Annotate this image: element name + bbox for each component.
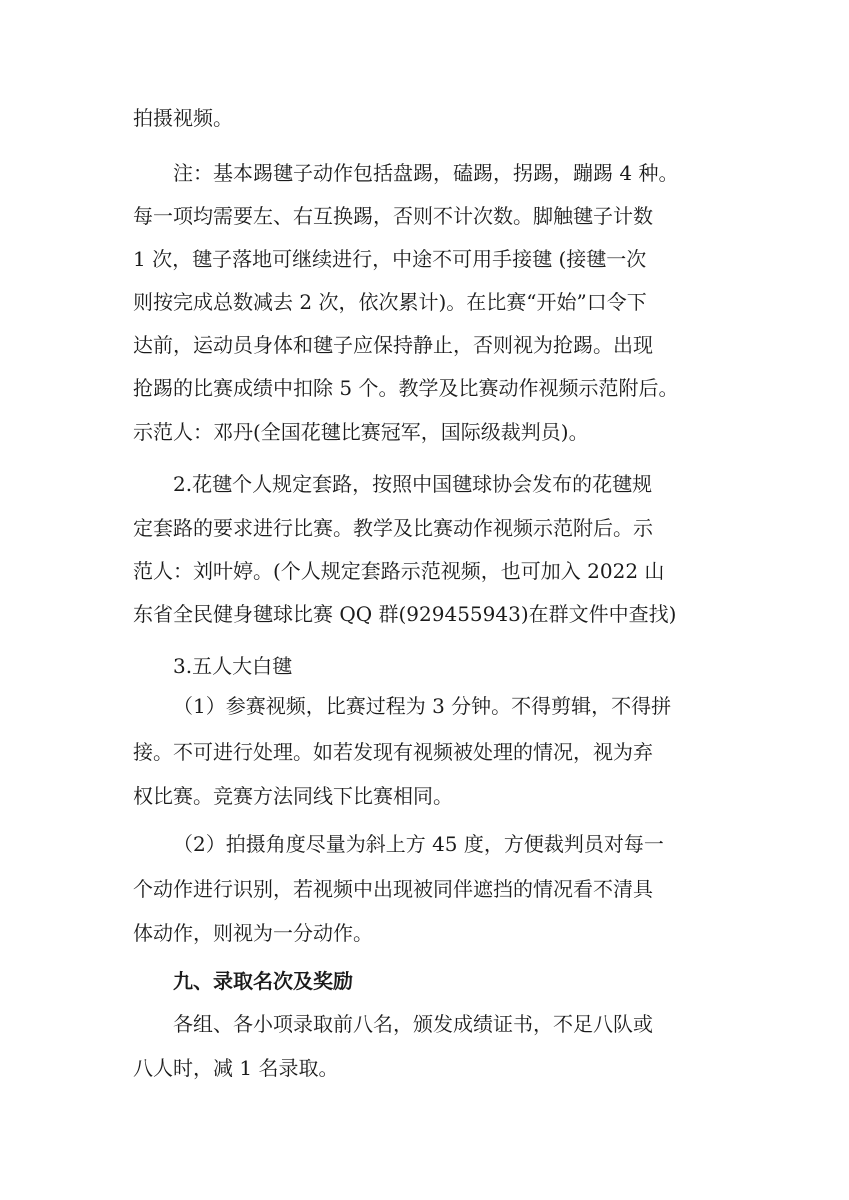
text-line: 八人时，减 1 名录取。: [133, 1056, 339, 1080]
text-line: 达前，运动员身体和毽子应保持静止，否则视为抢踢。出现: [133, 333, 653, 357]
text-line: 1 次，毽子落地可继续进行，中途不可用手接毽 (接毽一次: [133, 247, 647, 271]
text-line: 体动作，则视为一分动作。: [133, 921, 373, 945]
sub-item-1-line: （1）参赛视频，比赛过程为 3 分钟。不得剪辑，不得拼: [173, 694, 672, 718]
text-line: 东省全民健身毽球比赛 QQ 群(929455943)在群文件中查找): [133, 602, 677, 626]
award-paragraph-line: 各组、各小项录取前八名，颁发成绩证书，不足八队或: [173, 1012, 653, 1036]
text-line: 示范人：邓丹(全国花毽比赛冠军，国际级裁判员)。: [133, 420, 589, 444]
note-paragraph-line: 注：基本踢毽子动作包括盘踢，磕踢，拐踢，蹦踢 4 种。: [173, 161, 679, 185]
text-line: 拍摄视频。: [133, 106, 233, 130]
sub-item-2-line: （2）拍摄角度尽量为斜上方 45 度，方便裁判员对每一: [173, 832, 664, 856]
text-line: 权比赛。竞赛方法同线下比赛相同。: [133, 784, 453, 808]
text-line: 个动作进行识别，若视频中出现被同伴遮挡的情况看不清具: [133, 877, 653, 901]
text-line: 范人：刘叶婷。(个人规定套路示范视频，也可加入 2022 山: [133, 559, 665, 583]
text-line: 接。不可进行处理。如若发现有视频被处理的情况，视为弃: [133, 740, 653, 764]
text-line: 定套路的要求进行比赛。教学及比赛动作视频示范附后。示: [133, 516, 653, 540]
item-3-heading: 3.五人大白毽: [173, 654, 293, 678]
section-heading: 九、录取名次及奖励: [173, 969, 353, 993]
item-2-paragraph-line: 2.花毽个人规定套路，按照中国毽球协会发布的花毽规: [173, 472, 653, 496]
text-line: 则按完成总数减去 2 次，依次累计)。在比赛“开始”口令下: [133, 290, 647, 314]
text-line: 抢踢的比赛成绩中扣除 5 个。教学及比赛动作视频示范附后。: [133, 376, 679, 400]
text-line: 每一项均需要左、右互换踢，否则不计次数。脚触毽子计数: [133, 204, 653, 228]
